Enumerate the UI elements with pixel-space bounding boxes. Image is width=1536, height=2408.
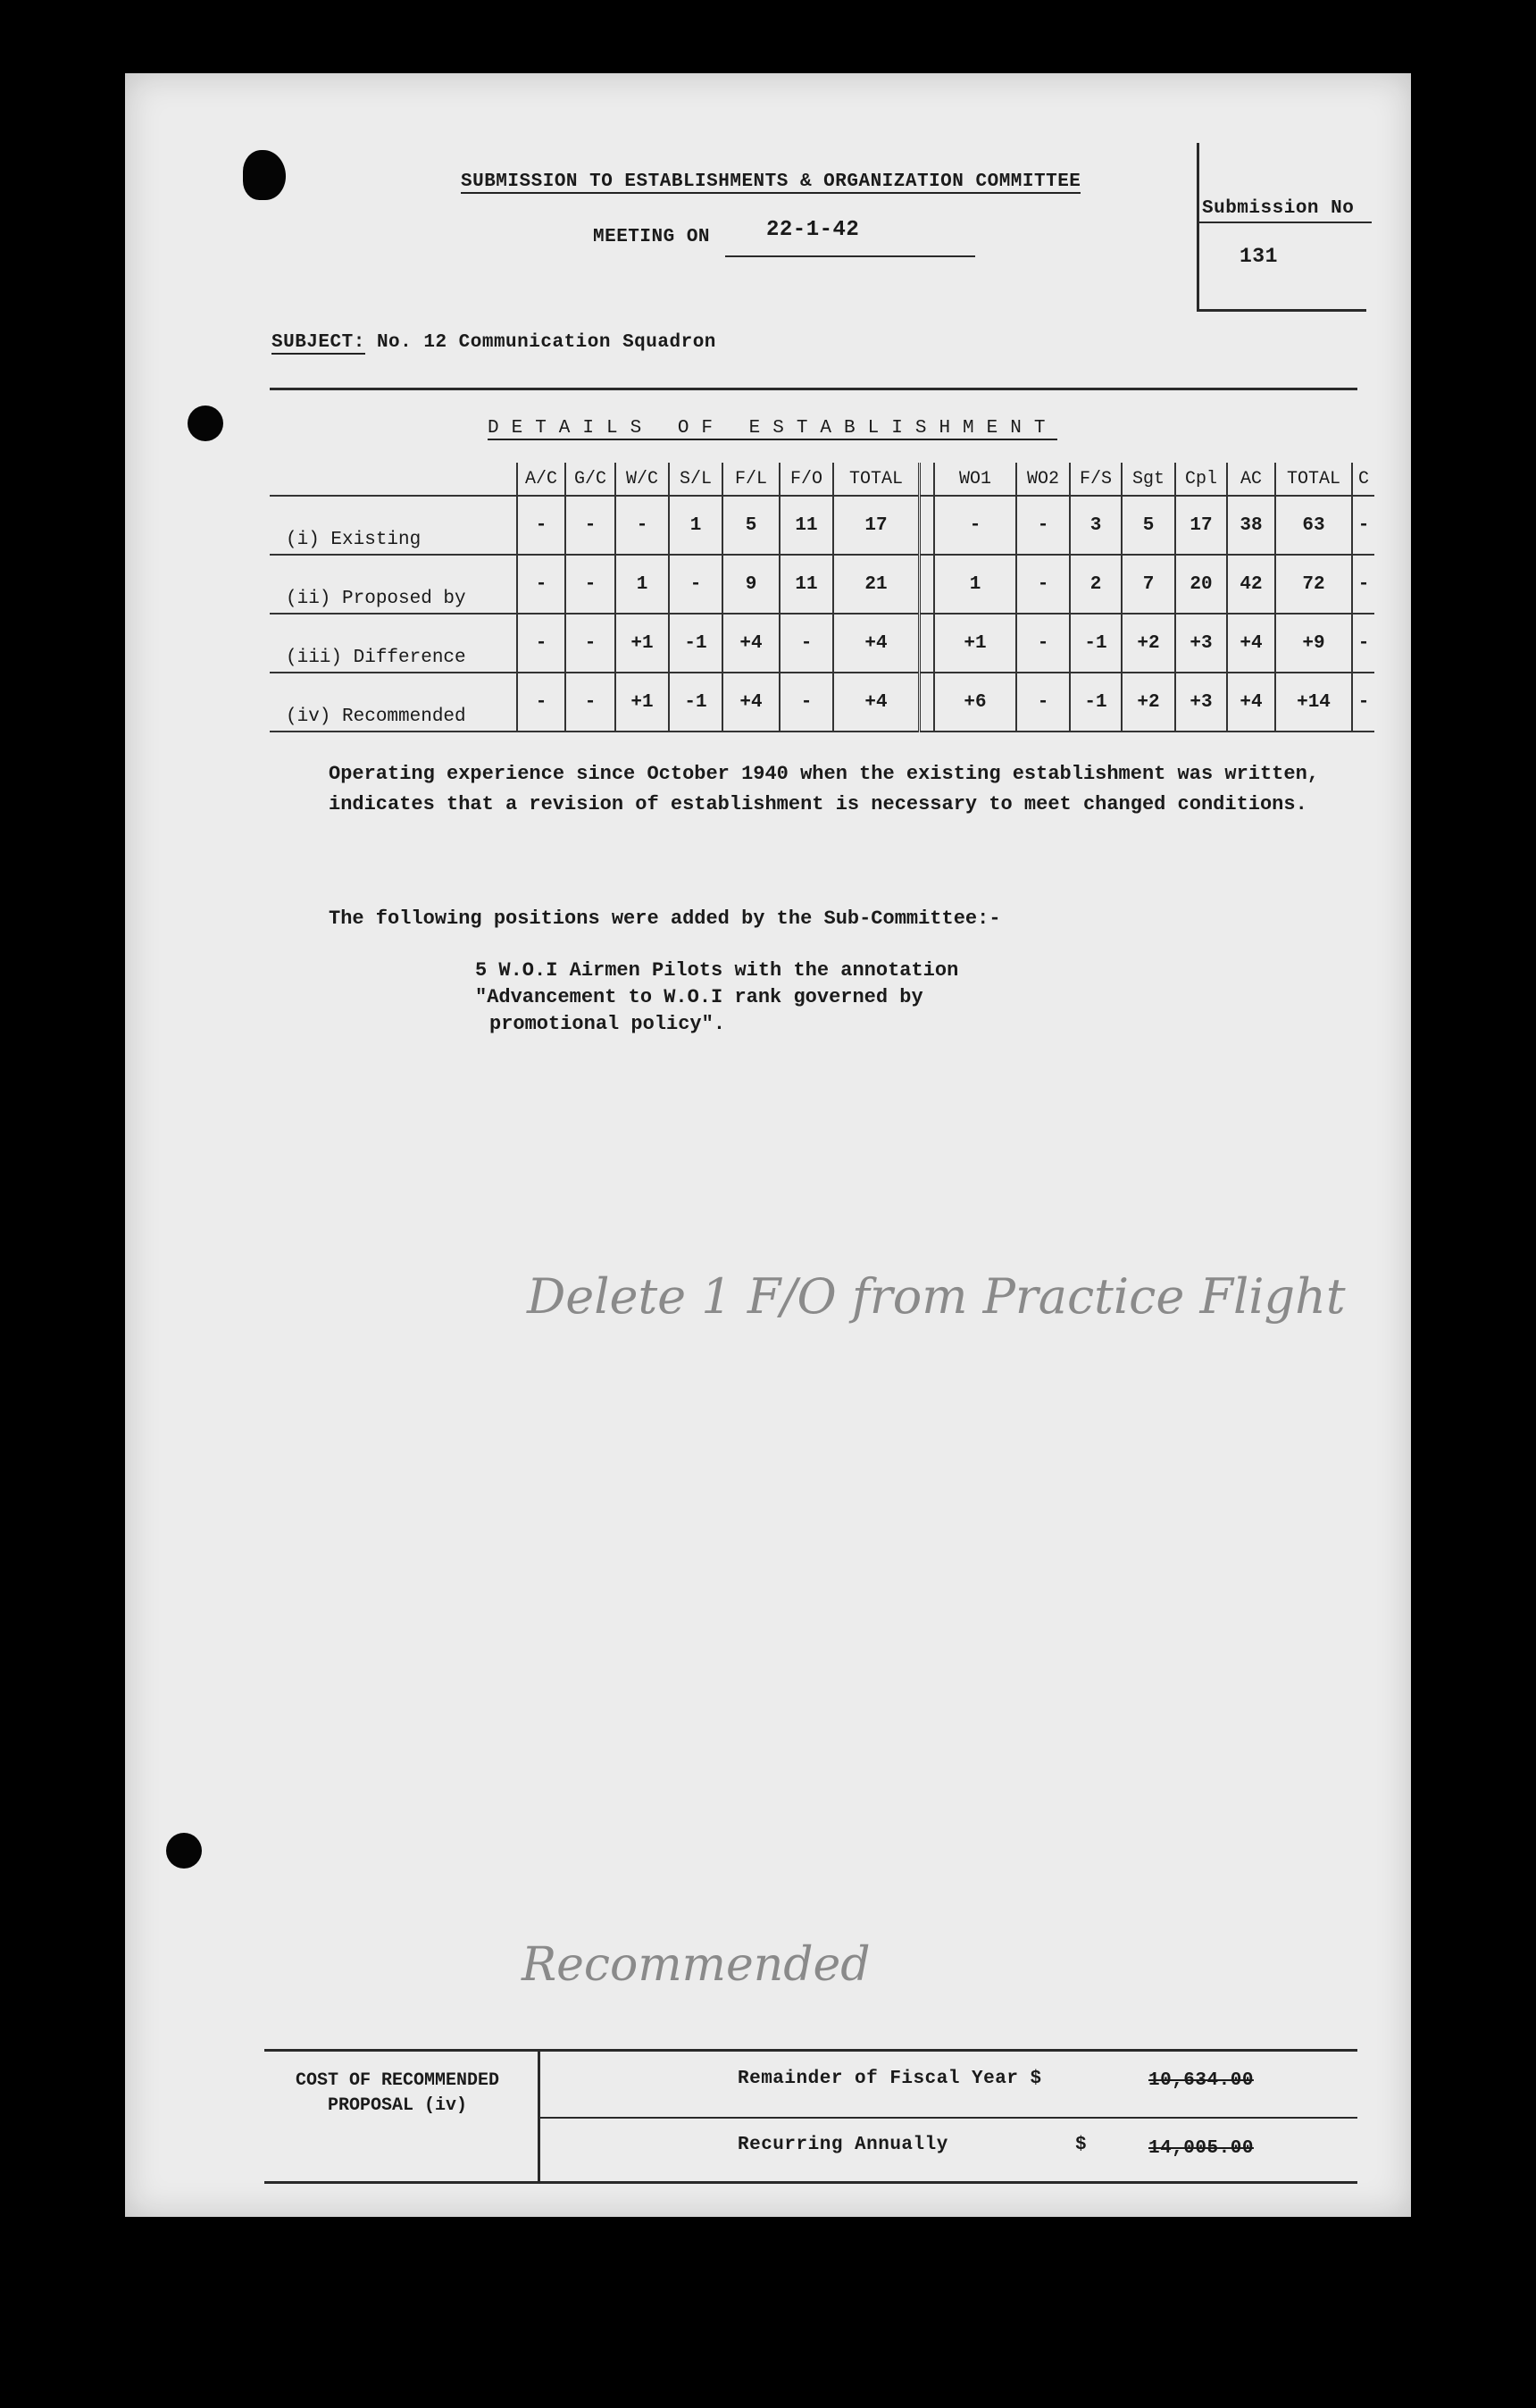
col-header: TOTAL xyxy=(1275,463,1352,496)
cost-box-bottom xyxy=(264,2181,1357,2184)
remainder-value: 10,634.00 xyxy=(1148,2070,1254,2091)
table-cell: 1 xyxy=(669,496,722,555)
table-cell: 3 xyxy=(1070,496,1122,555)
subject-rule xyxy=(270,388,1357,390)
table-cell: +4 xyxy=(722,673,780,732)
table-cell: - xyxy=(517,555,565,614)
table-cell: 38 xyxy=(1227,496,1275,555)
table-cell: +9 xyxy=(1275,614,1352,673)
cost-label xyxy=(268,2069,527,2119)
column-gap xyxy=(920,614,935,673)
table-cell: +14 xyxy=(1275,673,1352,732)
subject-line xyxy=(271,332,716,353)
table-cell: - xyxy=(1352,614,1374,673)
col-header: G/C xyxy=(565,463,615,496)
table-cell: - xyxy=(780,673,833,732)
handwritten-recommended: Recommended xyxy=(522,1938,871,1992)
table-cell: +4 xyxy=(722,614,780,673)
table-cell: +4 xyxy=(1227,614,1275,673)
punch-hole-bottom xyxy=(166,1833,202,1869)
submission-box-border xyxy=(1197,143,1199,309)
table-cell: +3 xyxy=(1175,673,1227,732)
table-cell: +2 xyxy=(1122,614,1175,673)
table-cell: - xyxy=(934,496,1016,555)
table-cell: - xyxy=(1016,614,1070,673)
table-cell: - xyxy=(1016,555,1070,614)
table-cell: 7 xyxy=(1122,555,1175,614)
submission-box-bottom xyxy=(1197,309,1366,312)
table-cell: - xyxy=(565,673,615,732)
submission-underline xyxy=(1199,222,1372,223)
table-cell: +1 xyxy=(615,614,669,673)
cost-box-divider xyxy=(538,2049,540,2184)
col-header: W/C xyxy=(615,463,669,496)
paragraph-sub-committee: The following positions were added by the Sub-Committee:- xyxy=(329,907,1001,930)
addition-line-3: promotional policy". xyxy=(489,1013,726,1035)
table-cell: 9 xyxy=(722,555,780,614)
handwritten-note: Delete 1 F/O from Practice Flight xyxy=(527,1268,1346,1325)
meeting-label: MEETING ON xyxy=(593,227,711,247)
column-gap xyxy=(920,555,935,614)
table-cell: 72 xyxy=(1275,555,1352,614)
row-label: (i) Existing xyxy=(270,496,517,555)
meeting-date: 22-1-42 xyxy=(766,218,860,242)
table-cell: 1 xyxy=(615,555,669,614)
table-cell: 5 xyxy=(1122,496,1175,555)
paragraph-operating-experience: Operating experience since October 1940 when the existing establishment was written, indicates that a revision of establishment is necessary to meet changed conditions. xyxy=(329,763,1319,815)
establishment-table xyxy=(270,463,1374,732)
table-row xyxy=(270,673,1374,732)
col-header: WO2 xyxy=(1016,463,1070,496)
col-header: C xyxy=(1352,463,1374,496)
col-header: F/O xyxy=(780,463,833,496)
table-cell: 21 xyxy=(833,555,920,614)
ink-blot xyxy=(243,150,286,200)
table-cell: 17 xyxy=(833,496,920,555)
table-cell: +4 xyxy=(1227,673,1275,732)
table-cell: - xyxy=(1352,496,1374,555)
recurring-currency: $ xyxy=(1075,2135,1088,2155)
table-cell: - xyxy=(517,673,565,732)
table-cell: - xyxy=(1016,673,1070,732)
table-cell: - xyxy=(565,555,615,614)
table-row xyxy=(270,614,1374,673)
table-cell: -1 xyxy=(669,673,722,732)
table-cell: -1 xyxy=(1070,673,1122,732)
col-header: Sgt xyxy=(1122,463,1175,496)
table-cell: +6 xyxy=(934,673,1016,732)
col-header: S/L xyxy=(669,463,722,496)
addition-line-2: "Advancement to W.O.I rank governed by xyxy=(475,986,923,1008)
submission-label: Submission No xyxy=(1202,198,1355,219)
cost-box-middle xyxy=(539,2117,1357,2119)
table-cell: +1 xyxy=(934,614,1016,673)
table-cell: - xyxy=(1352,555,1374,614)
column-gap xyxy=(920,496,935,555)
table-cell: - xyxy=(517,496,565,555)
table-cell: +4 xyxy=(833,614,920,673)
addition-line-1: 5 W.O.I Airmen Pilots with the annotation xyxy=(475,959,959,982)
col-header: TOTAL xyxy=(833,463,920,496)
table-cell: -1 xyxy=(669,614,722,673)
table-cell: 63 xyxy=(1275,496,1352,555)
table-cell: - xyxy=(565,496,615,555)
table-cell: - xyxy=(517,614,565,673)
row-label: (iii) Difference xyxy=(270,614,517,673)
table-cell: - xyxy=(780,614,833,673)
table-cell: 11 xyxy=(780,496,833,555)
cost-label-line-2: PROPOSAL (iv) xyxy=(327,2095,468,2116)
table-cell: 42 xyxy=(1227,555,1275,614)
document-title: SUBMISSION TO ESTABLISHMENTS & ORGANIZATION COMMITTEE xyxy=(461,171,1081,192)
col-header: A/C xyxy=(517,463,565,496)
remainder-label: Remainder of Fiscal Year $ xyxy=(738,2069,1042,2089)
table-cell: -1 xyxy=(1070,614,1122,673)
table-cell: - xyxy=(1352,673,1374,732)
cost-label-line-1: COST OF RECOMMENDED xyxy=(295,2070,500,2091)
col-header: Cpl xyxy=(1175,463,1227,496)
table-row xyxy=(270,555,1374,614)
col-header: WO1 xyxy=(934,463,1016,496)
table-cell: +3 xyxy=(1175,614,1227,673)
recurring-label: Recurring Annually xyxy=(738,2135,948,2155)
table-cell: 5 xyxy=(722,496,780,555)
table-cell: 20 xyxy=(1175,555,1227,614)
col-header: F/L xyxy=(722,463,780,496)
cost-box-top xyxy=(264,2049,1357,2052)
table-cell: - xyxy=(669,555,722,614)
table-cell: +4 xyxy=(833,673,920,732)
table-cell: 2 xyxy=(1070,555,1122,614)
row-label: (iv) Recommended xyxy=(270,673,517,732)
subject-text: No. 12 Communication Squadron xyxy=(376,332,716,353)
table-cell: - xyxy=(1016,496,1070,555)
submission-number: 131 xyxy=(1240,245,1278,268)
col-header: AC xyxy=(1227,463,1275,496)
table-title: DETAILS OF ESTABLISHMENT xyxy=(488,418,1058,439)
subject-label: SUBJECT: xyxy=(271,332,365,353)
table-cell: - xyxy=(565,614,615,673)
column-gap xyxy=(920,673,935,732)
row-label: (ii) Proposed by xyxy=(270,555,517,614)
table-row xyxy=(270,496,1374,555)
punch-hole-top xyxy=(188,406,223,441)
table-cell: - xyxy=(615,496,669,555)
table-cell: 1 xyxy=(934,555,1016,614)
meeting-date-underline xyxy=(725,255,975,257)
table-cell: 11 xyxy=(780,555,833,614)
table-cell: 17 xyxy=(1175,496,1227,555)
table-cell: +2 xyxy=(1122,673,1175,732)
col-header: F/S xyxy=(1070,463,1122,496)
table-cell: +1 xyxy=(615,673,669,732)
recurring-value: 14,005.00 xyxy=(1148,2138,1254,2159)
document-page xyxy=(125,73,1411,2217)
